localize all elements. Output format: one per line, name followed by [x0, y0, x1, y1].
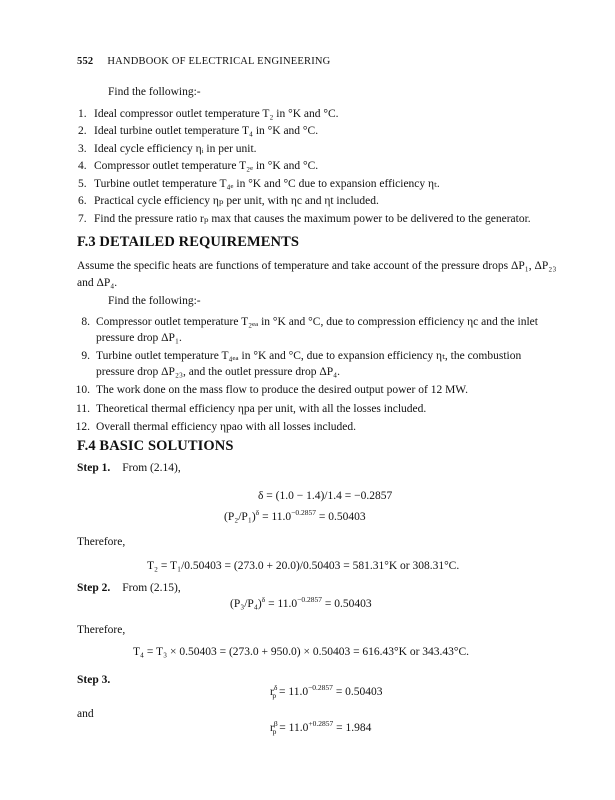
list-item-number: 1. [78, 108, 87, 120]
eq-mid: = 11.0 [259, 511, 292, 523]
find-intro: Find the following:- [108, 295, 201, 307]
step-label: Step 2. [77, 582, 111, 594]
step-label: Step 3. [77, 674, 111, 686]
list-item [74, 349, 558, 380]
page-number: 552 [77, 56, 94, 67]
list-item-number: 12. [75, 421, 90, 434]
list-item [78, 193, 548, 210]
eq-exponent: δ [255, 508, 260, 518]
section-heading: F.4 BASIC SOLUTIONS [77, 438, 234, 454]
list-item-number: 2. [78, 125, 87, 138]
list-item-number: 9. [81, 350, 90, 363]
requirements-list-detailed [74, 315, 558, 439]
list-item-text: Overall thermal efficiency ηpao with all losses included. [96, 421, 356, 434]
eq-mid: = 11.0 [265, 598, 298, 610]
list-item [74, 420, 558, 436]
equation-rp-beta [270, 719, 372, 737]
eq-lhs: (P₃/P₄) [230, 598, 262, 610]
equation-delta: δ = (1.0 − 1.4)/1.4 = −0.2857 [258, 490, 393, 502]
step-label: Step 1. [77, 462, 111, 474]
equation-rp-delta [270, 683, 383, 701]
step-1 [77, 462, 181, 474]
list-item-text: Ideal cycle efficiency ηᵢ in per unit. [94, 142, 257, 155]
list-item-text: Practical cycle efficiency ηₚ per unit, with ηc and ηt included. [94, 195, 379, 208]
eq-exponent: δ [261, 595, 266, 605]
step-3 [77, 674, 122, 686]
list-item [78, 123, 548, 140]
list-item [78, 158, 548, 175]
section-paragraph: Assume the specific heats are functions of temperature and take account of the pressure drops ΔP₁, ΔP₂₃ and ΔP₄. [77, 260, 557, 289]
eq-lhs: (P₂/P₁) [224, 511, 256, 523]
equation-pressure-ratio-2 [230, 595, 372, 610]
eq-rhs: = 0.50403 [316, 511, 366, 523]
list-item-number: 5. [78, 177, 87, 190]
requirements-list-basic [78, 106, 548, 228]
list-item [78, 176, 548, 193]
eq-power: −0.2857 [291, 508, 317, 518]
eq-power: +0.2857 [308, 719, 334, 729]
equation-t2: T₂ = T₁/0.50403 = (273.0 + 20.0)/0.50403 = 581.31°K or 308.31°C. [147, 560, 460, 572]
running-title: HANDBOOK OF ELECTRICAL ENGINEERING [107, 56, 331, 67]
eq-exponent: δ [273, 683, 278, 693]
eq-subscript: p [272, 727, 277, 737]
section-heading: F.3 DETAILED REQUIREMENTS [77, 234, 300, 250]
list-item [74, 315, 558, 346]
eq-exponent: β [273, 719, 278, 729]
list-item-number: 3. [78, 142, 87, 155]
list-item-number: 8. [81, 316, 90, 328]
list-item-number: 7. [78, 212, 87, 225]
and-text: and [77, 708, 94, 720]
eq-rhs: = 1.984 [333, 722, 372, 734]
running-header [77, 56, 330, 67]
eq-lhs: r [270, 686, 274, 698]
eq-lhs: r [270, 722, 274, 734]
list-item-text: Compressor outlet temperature T₂ₑ in °K and °C. [94, 160, 319, 173]
list-item-number: 4. [78, 160, 87, 173]
eq-power: −0.2857 [297, 595, 323, 605]
list-item [78, 106, 548, 123]
step-text: From (2.15), [122, 582, 181, 594]
list-item-number: 6. [78, 195, 87, 208]
find-intro: Find the following:- [108, 86, 201, 98]
step-text: From (2.14), [122, 462, 181, 474]
list-item-text: Ideal compressor outlet temperature T₂ in °K and °C. [94, 108, 339, 120]
equation-pressure-ratio-1 [224, 508, 366, 523]
list-item-number: 10. [75, 384, 90, 397]
step-2 [77, 582, 181, 594]
list-item [74, 383, 558, 399]
list-item-text: Compressor outlet temperature T₂ₑₐ in °K and °C, due to compression efficiency ηc and the inlet pressure drop ΔP₁. [96, 316, 538, 344]
eq-subscript: p [272, 691, 277, 701]
eq-mid: = 11.0 [276, 686, 309, 698]
list-item [78, 141, 548, 158]
list-item-text: Turbine outlet temperature T₄ₑₐ in °K and °C, due to expansion efficiency ηₜ, the combustion pressure drop ΔP₂₃, and the outlet pressure drop ΔP₄. [96, 350, 522, 378]
eq-power: −0.2857 [308, 683, 333, 693]
list-item-text: Theoretical thermal efficiency ηpa per unit, with all the losses included. [96, 402, 427, 415]
list-item [78, 211, 548, 228]
therefore-text: Therefore, [77, 624, 126, 636]
therefore-text: Therefore, [77, 536, 126, 548]
eq-rhs: = 0.50403 [322, 598, 372, 610]
eq-mid: = 11.0 [276, 722, 309, 734]
list-item-number: 11. [76, 402, 90, 415]
list-item-text: Ideal turbine outlet temperature T₄ in °K and °C. [94, 125, 319, 138]
equation-t4: T₄ = T₃ × 0.50403 = (273.0 + 950.0) × 0.50403 = 616.43°K or 343.43°C. [133, 646, 470, 658]
list-item-text: Turbine outlet temperature T₄ₑ in °K and °C due to expansion efficiency ηₜ. [94, 177, 440, 190]
eq-rhs: = 0.50403 [332, 686, 383, 698]
list-item-text: Find the pressure ratio rₚ max that causes the maximum power to be delivered to the generator. [94, 212, 531, 225]
list-item-text: The work done on the mass flow to produce the desired output power of 12 MW. [96, 384, 468, 397]
list-item [74, 402, 558, 418]
